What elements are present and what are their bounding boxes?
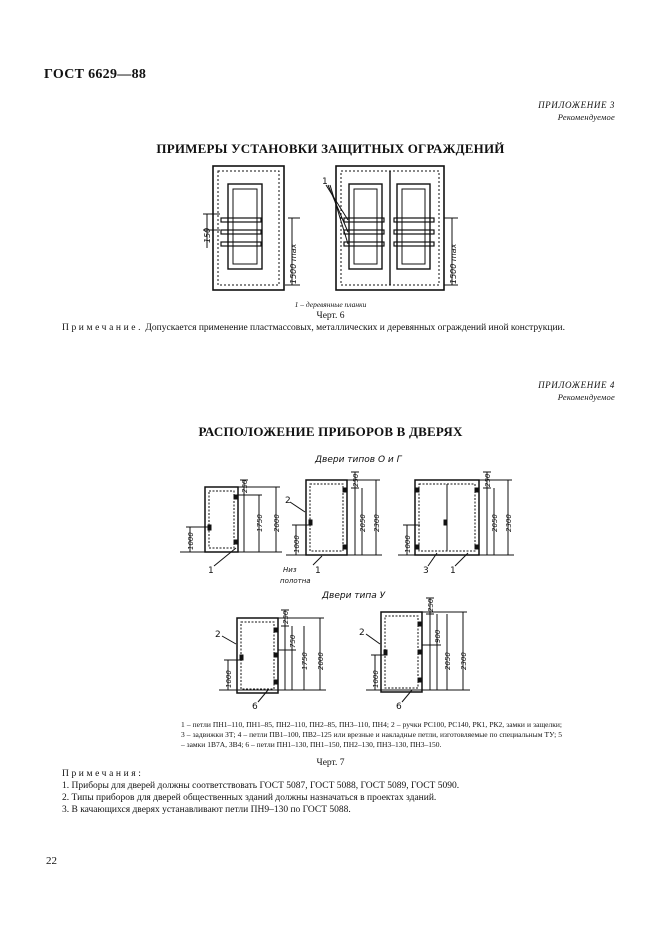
dim-1500-single: 1500 max: [289, 243, 298, 284]
door2-note-line1: Низ: [283, 566, 297, 574]
group-1-title: Двери типов О и Г: [315, 455, 402, 465]
door3-dim-2300: 2300: [505, 514, 513, 532]
door1-dim-250: 250: [241, 479, 249, 493]
door5-dim-250: 250: [427, 598, 435, 612]
note-item: 2. Типы приборов для дверей общественных зданий должны назначаться в проектах зданий.: [62, 793, 437, 803]
door1-dim-1000: 1000: [187, 532, 195, 550]
door4-dim-250: 250: [282, 610, 290, 624]
door4-dim-1000: 1000: [225, 670, 233, 688]
document-code: ГОСТ 6629—88: [44, 67, 147, 82]
door4-dim-1750: 1750: [301, 652, 309, 670]
door3-callout-3: 3: [423, 566, 429, 576]
door2-dim-2050: 2050: [359, 514, 367, 532]
door4-callout-6: 6: [252, 702, 258, 712]
door4-dim-750: 750: [289, 634, 297, 648]
drawing-7-legend: 1 – петли ПН1–110, ПН1–85, ПН2–110, ПН2–85, ПН3–110, ПН4; 2 – ручки РС100, РС140, РК1, РК2, замки и защелки; 3 – задвижки ЗТ; 4 – петли ПВ1–100, ПВ2–125 или врезные и накладные петли, изготовляемые по специальным ТУ; 5 – замки 1В7А, ЗВ4; 6 – петли ПН1–130, ПН1–150, ПН2–130, ПН3–130, ПН3–150.: [181, 720, 562, 749]
door2-dim-2300: 2300: [373, 514, 381, 532]
drawing-6-caption: Черт. 6: [316, 311, 345, 321]
callout-1: 1: [322, 177, 328, 187]
appendix-4-title: РАСПОЛОЖЕНИЕ ПРИБОРОВ В ДВЕРЯХ: [198, 424, 463, 439]
notes-label: Примечания:: [62, 769, 144, 779]
door1-dim-1750: 1750: [256, 514, 264, 532]
door3-dim-2050: 2050: [491, 514, 499, 532]
appendix-4-status: Рекомендуемое: [557, 392, 615, 402]
door2-dim-1000: 1000: [293, 535, 301, 553]
appendix-4-notes: [44, 768, 616, 816]
page-number: 22: [46, 855, 57, 867]
drawing-7-caption: Черт. 7: [316, 758, 345, 768]
door5-dim-1000: 1000: [372, 670, 380, 688]
door2-callout-1: 1: [315, 566, 321, 576]
door3-dim-1000: 1000: [404, 535, 412, 553]
note-label: Примечание.: [62, 323, 144, 333]
door5-callout-6: 6: [396, 702, 402, 712]
drawing-6-legend: 1 – деревянные планки: [294, 300, 367, 309]
door4-dim-2000: 2000: [317, 652, 325, 670]
dim-150: 150: [203, 227, 212, 243]
door2-callout-2: 2: [285, 496, 291, 506]
note-item: 3. В качающихся дверях устанавливают петли ПН9–130 по ГОСТ 5088.: [62, 805, 351, 815]
door2-dim-250: 250: [352, 473, 360, 487]
door3-dim-250: 250: [484, 473, 492, 487]
group-2-title: Двери типа У: [322, 591, 386, 601]
door1-callout-1: 1: [208, 566, 214, 576]
door5-dim-2050: 2050: [444, 652, 452, 670]
door1-dim-2000: 2000: [273, 514, 281, 532]
appendix-3-title: ПРИМЕРЫ УСТАНОВКИ ЗАЩИТНЫХ ОГРАЖДЕНИЙ: [156, 141, 505, 156]
door2-note-line2: полотна: [280, 577, 311, 585]
door2-note: [280, 566, 311, 585]
note-item: 1. Приборы для дверей должны соответствовать ГОСТ 5087, ГОСТ 5088, ГОСТ 5089, ГОСТ 5090.: [62, 781, 460, 791]
appendix-3-status: Рекомендуемое: [557, 112, 615, 122]
door5-callout-2: 2: [359, 628, 365, 638]
door3-callout-1: 1: [450, 566, 456, 576]
appendix-3-label: ПРИЛОЖЕНИЕ 3: [538, 100, 615, 110]
door4-callout-2: 2: [215, 630, 221, 640]
door5-dim-2300: 2300: [460, 652, 468, 670]
note-text: Допускается применение пластмассовых, металлических и деревянных ограждений иной конструкции.: [145, 323, 565, 333]
appendix-4-label: ПРИЛОЖЕНИЕ 4: [538, 380, 615, 390]
dim-1500-double: 1500 max: [449, 243, 458, 284]
door5-dim-900: 900: [434, 629, 442, 643]
